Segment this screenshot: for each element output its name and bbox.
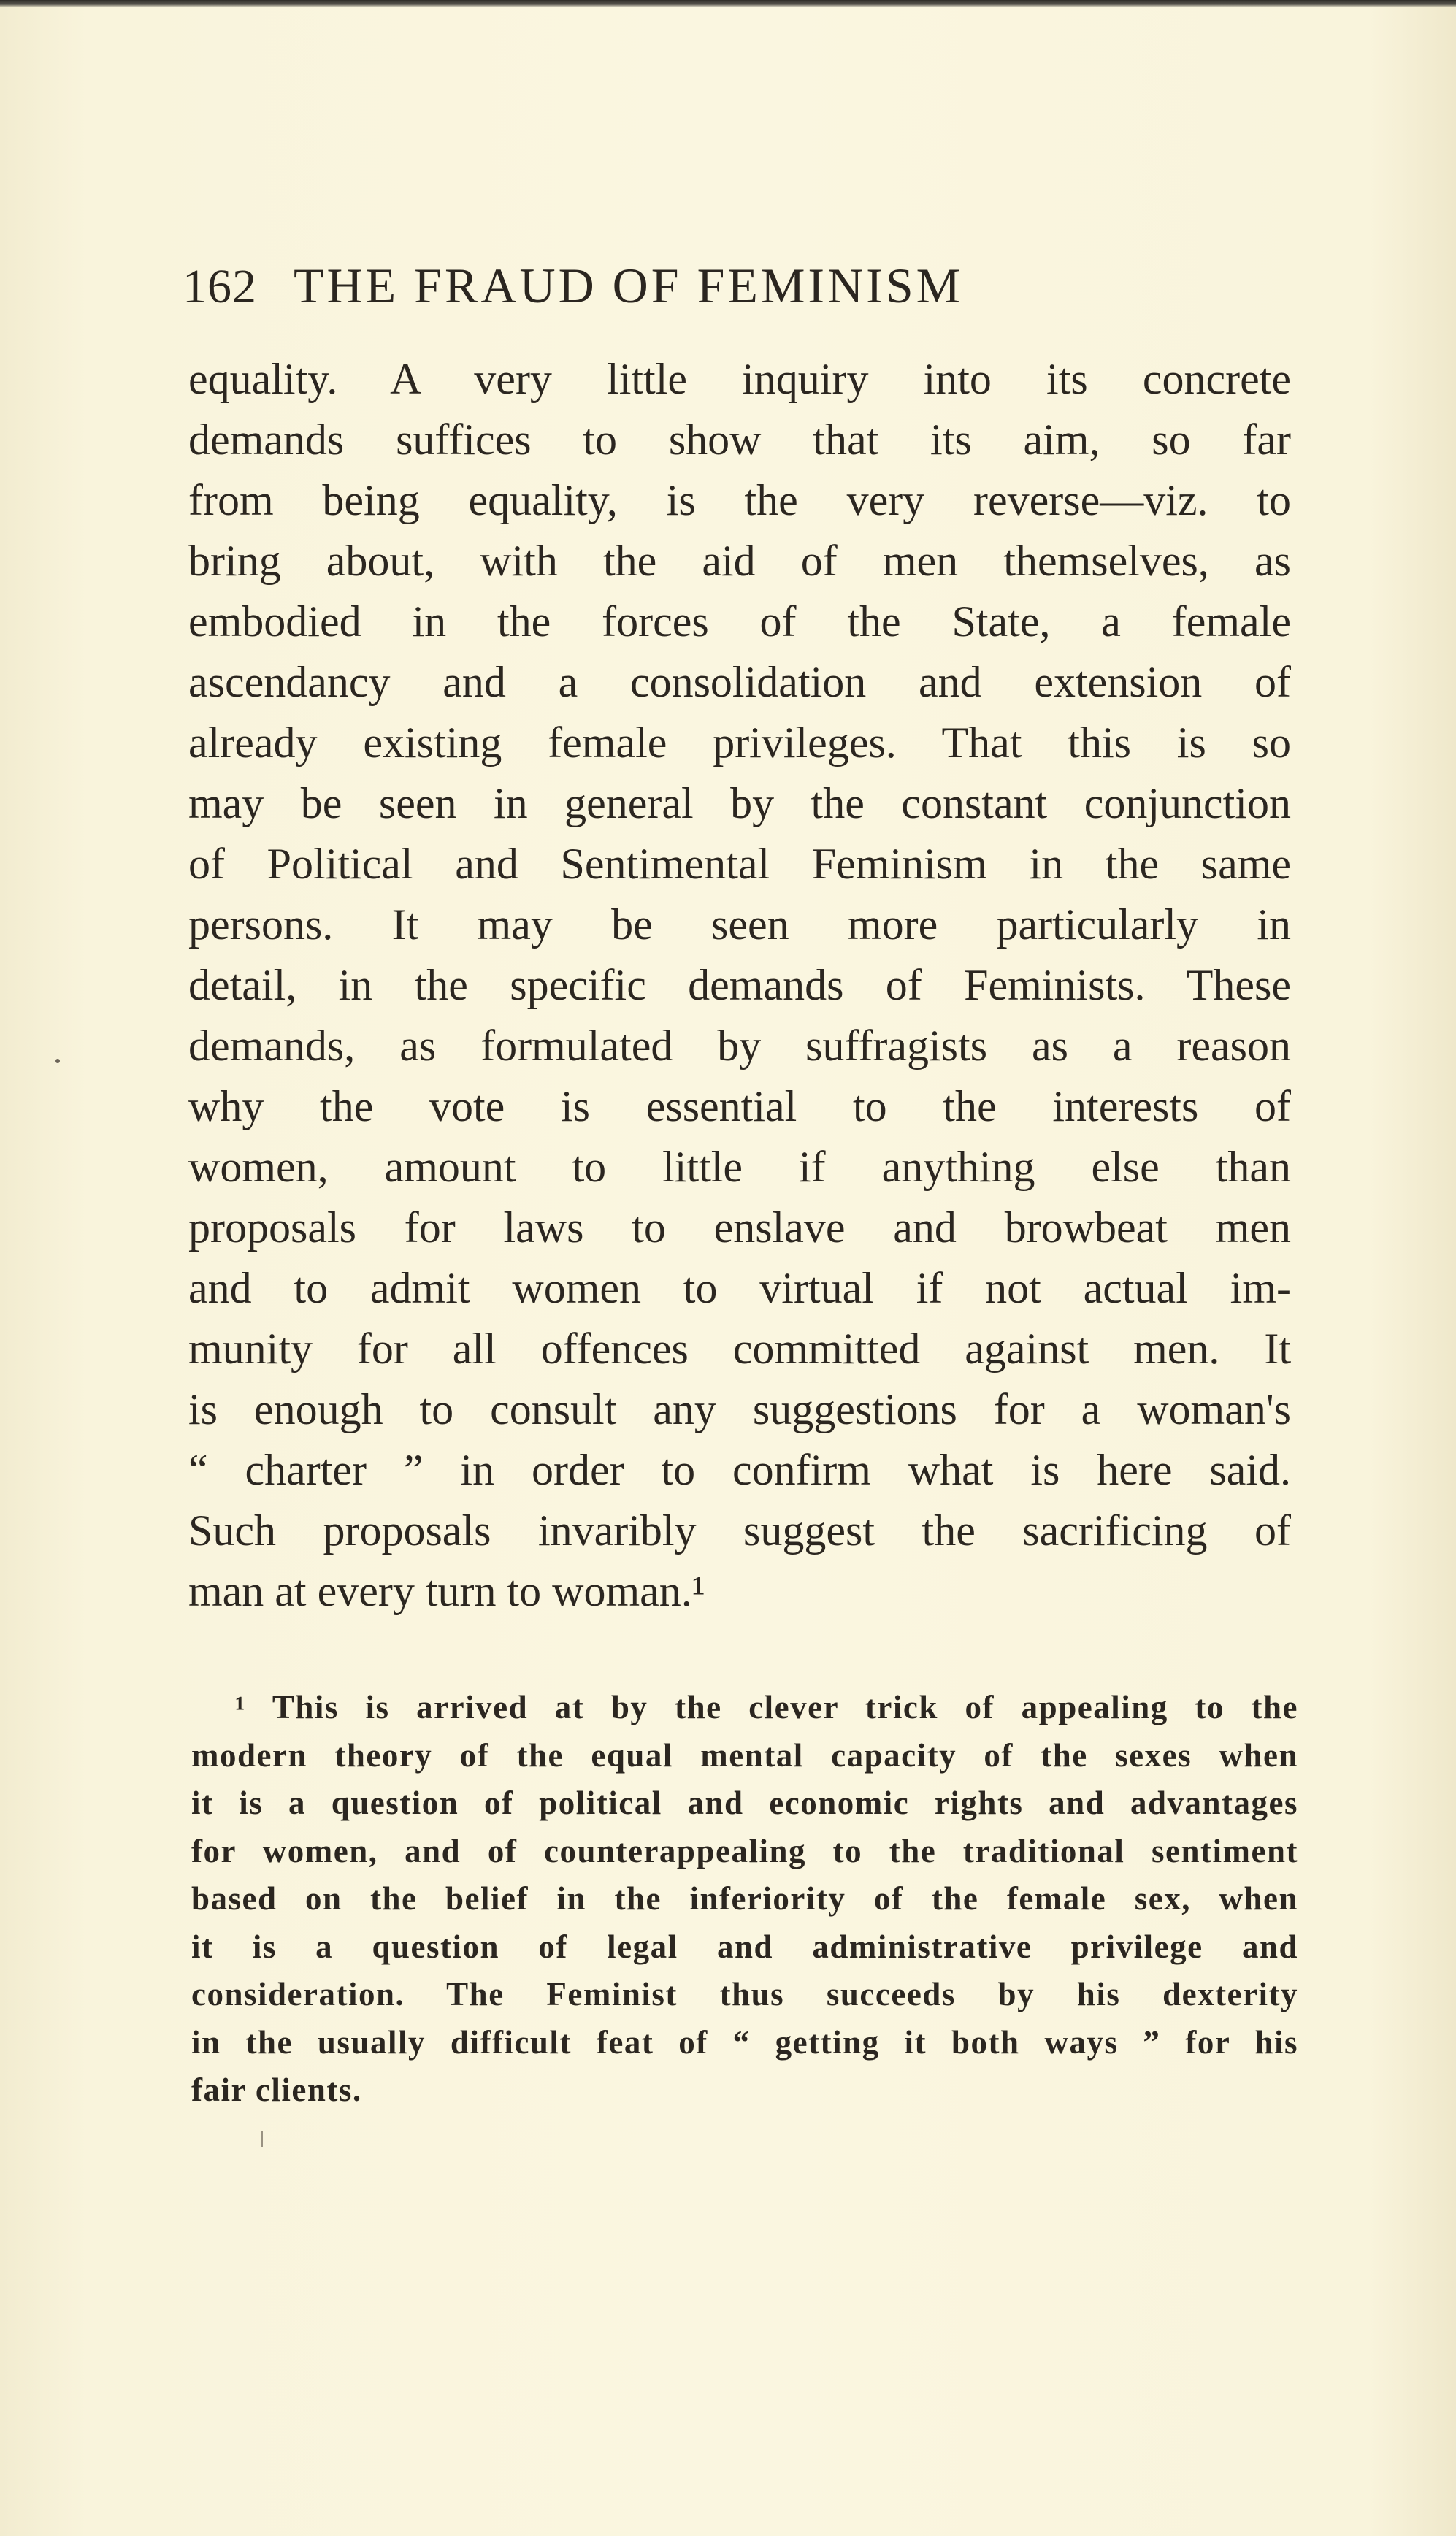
- running-head: [183, 257, 1307, 323]
- body-paragraph: [188, 349, 1291, 1622]
- text-line: may be seen in general by the constant conjunction: [188, 779, 1291, 827]
- text-line: is enough to consult any suggestions for a woman's: [188, 1385, 1291, 1433]
- footnote-line: in the usually difficult feat of “ getting it both ways ” for his: [191, 2023, 1298, 2061]
- footnote-line: modern theory of the equal mental capacity of the sexes when: [191, 1736, 1298, 1774]
- text-line: bring about, with the aid of men themselves, as: [188, 537, 1291, 585]
- margin-mark: [261, 2131, 263, 2147]
- text-line: Such proposals invaribly suggest the sacrificing of: [188, 1506, 1291, 1555]
- text-line: detail, in the specific demands of Feminists. These: [188, 961, 1291, 1009]
- text-line: “ charter ” in order to confirm what is here said.: [188, 1446, 1291, 1494]
- footnote-line: it is a question of political and economic rights and advantages: [191, 1785, 1298, 1821]
- text-line: why the vote is essential to the interests of: [188, 1082, 1291, 1130]
- footnote-line: consideration. The Feminist thus succeeds by his dexterity: [191, 1976, 1298, 2012]
- page-number: 162: [183, 260, 257, 313]
- footnote-line: for women, and of counterappealing to the traditional sentiment: [191, 1832, 1298, 1869]
- text-line: women, amount to little if anything else than: [188, 1143, 1291, 1191]
- running-title: THE FRAUD OF FEMINISM: [294, 258, 964, 313]
- text-line: from being equality, is the very reverse—viz. to: [188, 476, 1291, 524]
- scan-top-edge: [0, 0, 1456, 7]
- footnote-line: based on the belief in the inferiority of the female sex, when: [191, 1880, 1298, 1917]
- text-line: demands, as formulated by suffragists as a reason: [188, 1022, 1291, 1070]
- text-line: already existing female privileges. That this is so: [188, 719, 1291, 767]
- text-line: equality. A very little inquiry into its concrete: [188, 355, 1291, 403]
- text-line: demands suffices to show that its aim, so far: [188, 415, 1291, 464]
- text-line: persons. It may be seen more particularly in: [188, 900, 1291, 949]
- footnote-line: it is a question of legal and administrative privilege and: [191, 1928, 1298, 1965]
- text-line: of Political and Sentimental Feminism in the same: [188, 840, 1291, 888]
- footnote: [191, 1684, 1298, 2115]
- text-line: munity for all offences committed against men. It: [188, 1325, 1291, 1373]
- text-line: and to admit women to virtual if not actual im-: [188, 1264, 1291, 1312]
- text-line: ascendancy and a consolidation and extension of: [188, 658, 1291, 706]
- text-line-last: man at every turn to woman.¹: [188, 1567, 705, 1615]
- text-line: embodied in the forces of the State, a female: [188, 597, 1291, 646]
- text-line: proposals for laws to enslave and browbeat men: [188, 1203, 1291, 1252]
- footnote-line-last: fair clients.: [191, 2072, 362, 2108]
- margin-speck: [55, 1059, 60, 1063]
- footnote-line: ¹ This is arrived at by the clever trick of appealing to the: [235, 1689, 1298, 1725]
